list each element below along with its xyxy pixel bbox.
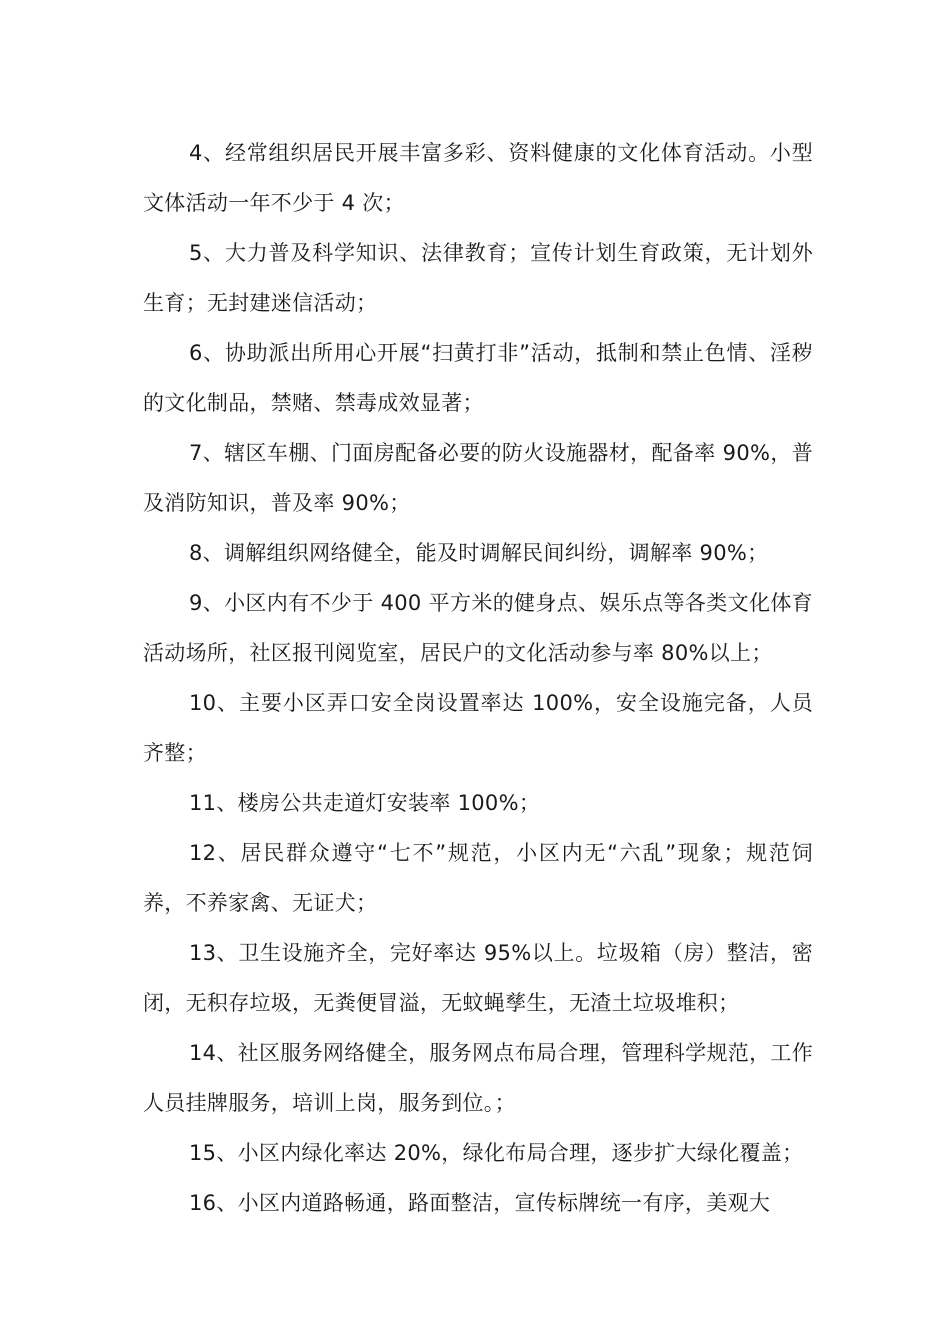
paragraph-item-5: 5、大力普及科学知识、法律教育；宣传计划生育政策，无计划外生育；无封建迷信活动； xyxy=(143,241,813,315)
paragraph-item-12: 12、居民群众遵守“七不”规范，小区内无“六乱”现象；规范饲养，不养家禽、无证犬； xyxy=(143,841,813,915)
paragraph-item-13: 13、卫生设施齐全，完好率达 95%以上。垃圾箱（房）整洁，密闭，无积存垃圾，无粪便冒溢，无蚊蝇孳生，无渣土垃圾堆积； xyxy=(143,941,813,1015)
paragraph-item-8: 8、调解组织网络健全，能及时调解民间纠纷，调解率 90%； xyxy=(189,541,769,565)
paragraph-item-16: 16、小区内道路畅通，路面整洁，宣传标牌统一有序，美观大 xyxy=(189,1191,771,1215)
paragraph-item-14: 14、社区服务网络健全，服务网点布局合理，管理科学规范，工作人员挂牌服务，培训上岗，服务到位。； xyxy=(143,1041,813,1115)
paragraph-item-11: 11、楼房公共走道灯安装率 100%； xyxy=(189,791,541,815)
paragraph-item-9: 9、小区内有不少于 400 平方米的健身点、娱乐点等各类文化体育活动场所，社区报刊阅览室，居民户的文化活动参与率 80%以上； xyxy=(143,591,813,665)
document-body xyxy=(143,128,813,1228)
paragraph-item-10: 10、主要小区弄口安全岗设置率达 100%，安全设施完备，人员齐整； xyxy=(143,691,813,765)
paragraph-item-7: 7、辖区车棚、门面房配备必要的防火设施器材，配备率 90%，普及消防知识，普及率 90%； xyxy=(143,441,813,515)
paragraph-item-15: 15、小区内绿化率达 20%，绿化布局合理，逐步扩大绿化覆盖； xyxy=(189,1141,804,1165)
paragraph-item-6: 6、协助派出所用心开展“扫黄打非”活动，抵制和禁止色情、淫秽的文化制品，禁赌、禁毒成效显著； xyxy=(143,341,813,415)
paragraph-item-4: 4、经常组织居民开展丰富多彩、资料健康的文化体育活动。小型文体活动一年不少于 4 次； xyxy=(143,141,813,215)
